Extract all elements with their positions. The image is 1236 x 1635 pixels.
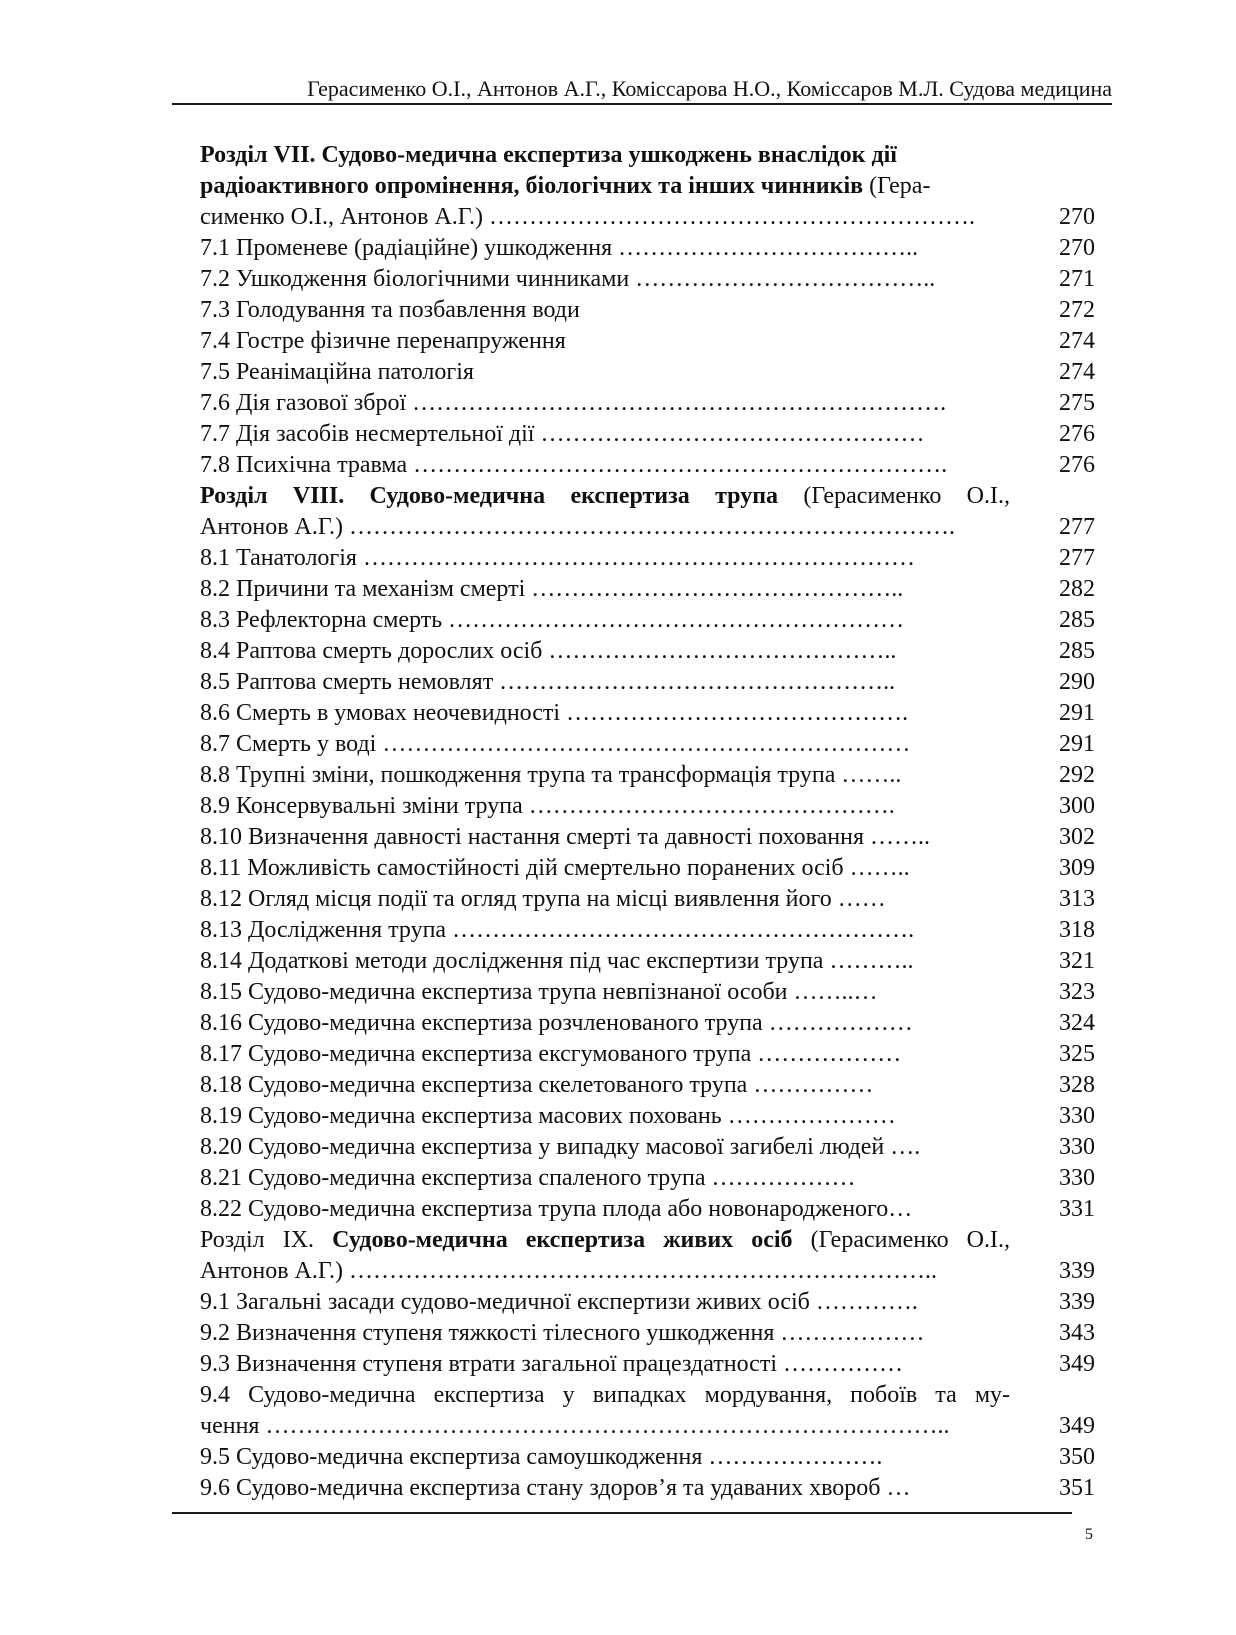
toc-entry-page: 351 [1059,1475,1095,1501]
toc-entry-page: 330 [1059,1103,1095,1129]
toc-entry [200,791,1095,822]
toc-entry-page: 330 [1059,1134,1095,1160]
toc-entry-page: 309 [1059,855,1095,881]
toc-entry-text: 8.21 Судово-медична експертиза спаленого трупа ……………… [200,1165,856,1191]
toc-entry-title [200,636,1010,667]
toc-entry-title [200,202,1010,233]
toc-entry [200,202,1095,233]
toc-entry-text: 9.3 Визначення ступеня втрати загальної працездатності …………… [200,1351,903,1377]
toc-entry-title [200,481,1010,512]
table-of-contents [200,140,1095,1504]
toc-entry-title [200,729,1010,760]
toc-entry-text: 7.7 Дія засобів несмертельної дії ………………………………………… [200,421,925,447]
toc-entry-text: 8.2 Причини та механізм смерті ……………………………………….. [200,576,904,602]
toc-entry [200,605,1095,636]
toc-entry-text: 8.15 Судово-медична експертиза трупа невпізнаної особи ……..… [200,979,878,1005]
toc-entry [200,1318,1095,1349]
toc-entry-text: 8.8 Трупні зміни, пошкодження трупа та трансформація трупа …….. [200,762,902,788]
toc-entry-text: 7.1 Променеве (радіаційне) ушкодження ……………………………….. [200,235,919,261]
toc-entry [200,1163,1095,1194]
toc-entry-title [200,1442,1010,1473]
toc-entry-text: 8.17 Судово-медична експертиза ексгумованого трупа ……………… [200,1041,902,1067]
toc-entry-page: 285 [1059,607,1095,633]
toc-entry-text: (Герасименко О.І., [792,1227,1010,1253]
toc-entry [200,1256,1095,1287]
toc-entry-text: сименко О.І., Антонов А.Г.) ……………………………………………………. [200,204,975,230]
toc-entry-title [200,1039,1010,1070]
toc-entry-title [200,1194,1010,1225]
toc-entry-title [200,295,1010,326]
toc-entry [200,946,1095,977]
toc-entry-page: 285 [1059,638,1095,664]
toc-entry-text: 8.19 Судово-медична експертиза масових поховань ………………… [200,1103,896,1129]
toc-entry-page: 323 [1059,979,1095,1005]
toc-entry-text: 9.5 Судово-медична експертиза самоушкодження …………………. [200,1444,883,1470]
toc-entry-text: 7.3 Голодування та позбавлення води [200,297,580,323]
toc-entry-text: 7.5 Реанімаційна патологія [200,359,474,385]
toc-entry-text: 9.2 Визначення ступеня тяжкості тілесного ушкодження ……………… [200,1320,925,1346]
header-divider [172,103,1112,105]
page-number: 5 [1085,1526,1093,1543]
toc-entry [200,636,1095,667]
toc-entry-text: чення ………………………………………………………………………….. [200,1413,950,1439]
toc-entry [200,884,1095,915]
toc-entry-title [200,140,1010,171]
toc-entry-page: 330 [1059,1165,1095,1191]
toc-entry-page: 275 [1059,390,1095,416]
toc-entry-title [200,512,1010,543]
toc-entry-title [200,419,1010,450]
toc-entry-title [200,791,1010,822]
toc-entry-title [200,450,1010,481]
toc-entry [200,1008,1095,1039]
toc-entry-title [200,1225,1010,1256]
toc-entry-page: 302 [1059,824,1095,850]
toc-entry-page: 271 [1059,266,1095,292]
toc-entry-page: 276 [1059,421,1095,447]
toc-entry-title [200,264,1010,295]
toc-entry-page: 324 [1059,1010,1095,1036]
toc-entry-text: 8.13 Дослідження трупа …………………………………………………. [200,917,915,943]
toc-entry-text: 8.1 Танатологія …………………………………………………………… [200,545,915,571]
toc-entry-page: 331 [1059,1196,1095,1222]
toc-entry [200,512,1095,543]
toc-entry-text: 7.8 Психічна травма …………………………………………………………. [200,452,948,478]
toc-entry-text: 8.7 Смерть у воді ………………………………………………………… [200,731,911,757]
toc-entry-bold-text: радіоактивного опромінення, біологічних та інших чинників [200,173,864,199]
toc-entry-title [200,1070,1010,1101]
toc-entry [200,481,1095,512]
toc-entry-title [200,946,1010,977]
toc-entry [200,1473,1095,1504]
toc-entry [200,1070,1095,1101]
toc-entry-text: Антонов А.Г.) ……………………………………………………………….. [200,1258,938,1284]
toc-entry-text: 9.6 Судово-медична експертиза стану здоров’я та удаваних хвороб … [200,1475,911,1501]
toc-entry-text: 7.4 Гостре фізичне перенапруження [200,328,566,354]
toc-entry-title [200,605,1010,636]
toc-entry-title [200,326,1010,357]
footer-divider [172,1512,1072,1514]
toc-entry [200,1349,1095,1380]
toc-entry [200,295,1095,326]
toc-entry-title [200,543,1010,574]
toc-entry-text: 9.4 Судово-медична експертиза у випадках мордування, побоїв та му- [200,1382,1010,1408]
toc-entry-title [200,853,1010,884]
toc-entry-text: 7.6 Дія газової зброї …………………………………………………………. [200,390,947,416]
toc-entry-page: 276 [1059,452,1095,478]
toc-entry-title [200,667,1010,698]
toc-entry-text: 8.3 Рефлекторна смерть ………………………………………………… [200,607,905,633]
toc-entry-page: 270 [1059,204,1095,230]
toc-entry-text: 8.4 Раптова смерть дорослих осіб …………………………………….. [200,638,897,664]
toc-entry-page: 274 [1059,328,1095,354]
toc-entry-bold-text: Судово-медична експертиза живих осіб [332,1227,793,1253]
toc-entry-title [200,1132,1010,1163]
toc-entry-text: 8.6 Смерть в умовах неочевидності ……………………………………. [200,700,909,726]
toc-entry [200,667,1095,698]
toc-entry [200,140,1095,171]
toc-entry-page: 339 [1059,1289,1095,1315]
toc-entry-page: 282 [1059,576,1095,602]
toc-entry-text: Антонов А.Г.) …………………………………………………………………. [200,514,956,540]
toc-entry-title [200,822,1010,853]
toc-entry-title [200,1008,1010,1039]
toc-entry-text: 8.10 Визначення давності настання смерті та давності поховання …….. [200,824,931,850]
toc-entry [200,171,1095,202]
toc-entry-title [200,171,1010,202]
toc-entry [200,822,1095,853]
toc-entry [200,388,1095,419]
toc-entry-title [200,1318,1010,1349]
running-header: Герасименко О.І., Антонов А.Г., Коміссарова Н.О., Коміссаров М.Л. Судова медицина [307,76,1112,101]
toc-entry-text: (Гера- [863,173,931,199]
toc-entry-page: 313 [1059,886,1095,912]
toc-entry-page: 291 [1059,731,1095,757]
toc-entry-title [200,698,1010,729]
toc-entry [200,357,1095,388]
toc-entry [200,233,1095,264]
toc-entry-page: 291 [1059,700,1095,726]
toc-entry-page: 349 [1059,1351,1095,1377]
toc-entry [200,915,1095,946]
toc-entry [200,1225,1095,1256]
toc-entry-title [200,1163,1010,1194]
toc-entry [200,1194,1095,1225]
toc-entry [200,574,1095,605]
toc-entry-page: 277 [1059,514,1095,540]
toc-entry-text: 8.18 Судово-медична експертиза скелетованого трупа …………… [200,1072,874,1098]
toc-entry-text: 8.11 Можливість самостійності дій смертельно поранених осіб …….. [200,855,910,881]
toc-entry-text: 9.1 Загальні засади судово-медичної експертизи живих осіб …………. [200,1289,918,1315]
toc-entry-title [200,977,1010,1008]
toc-entry-page: 300 [1059,793,1095,819]
toc-entry-title [200,233,1010,264]
toc-entry [200,326,1095,357]
toc-entry [200,543,1095,574]
toc-entry-page: 339 [1059,1258,1095,1284]
toc-entry [200,1442,1095,1473]
toc-entry [200,450,1095,481]
toc-entry-page: 318 [1059,917,1095,943]
toc-entry-title [200,574,1010,605]
toc-entry-page: 272 [1059,297,1095,323]
toc-entry-page: 325 [1059,1041,1095,1067]
toc-entry-text: 8.9 Консервувальні зміни трупа ………………………………………. [200,793,895,819]
toc-entry-title [200,1473,1010,1504]
toc-entry-page: 270 [1059,235,1095,261]
toc-entry-title [200,1349,1010,1380]
toc-entry-title [200,1411,1010,1442]
toc-entry-page: 274 [1059,359,1095,385]
toc-entry [200,977,1095,1008]
toc-entry [200,264,1095,295]
toc-entry-title [200,884,1010,915]
toc-entry-text: (Герасименко О.І., [778,483,1010,509]
toc-entry-title [200,1256,1010,1287]
toc-entry-page: 350 [1059,1444,1095,1470]
toc-entry-title [200,1101,1010,1132]
toc-entry-text: 7.2 Ушкодження біологічними чинниками ……………………………….. [200,266,936,292]
toc-entry-page: 343 [1059,1320,1095,1346]
toc-entry-text: 8.22 Судово-медична експертиза трупа плода або новонародженого… [200,1196,913,1222]
toc-entry-page: 277 [1059,545,1095,571]
toc-entry-title [200,357,1010,388]
toc-entry-text: 8.16 Судово-медична експертиза розчленованого трупа ……………… [200,1010,913,1036]
toc-entry [200,1132,1095,1163]
toc-entry-text: 8.12 Огляд місця події та огляд трупа на місці виявлення його …… [200,886,886,912]
toc-entry-bold-text: Розділ VIII. Судово-медична експертиза трупа [200,483,779,509]
toc-entry-title [200,388,1010,419]
toc-entry-title [200,915,1010,946]
toc-entry-page: 321 [1059,948,1095,974]
toc-entry [200,1101,1095,1132]
toc-entry [200,1380,1095,1411]
toc-entry [200,419,1095,450]
toc-entry-bold-text: Розділ VII. Судово-медична експертиза ушкоджень внаслідок дії [200,142,897,168]
toc-entry [200,1411,1095,1442]
toc-entry [200,853,1095,884]
toc-entry [200,760,1095,791]
toc-entry [200,1287,1095,1318]
toc-entry-text: Розділ IX. [200,1227,333,1253]
toc-entry-page: 290 [1059,669,1095,695]
toc-entry [200,729,1095,760]
toc-entry [200,1039,1095,1070]
toc-entry-title [200,1287,1010,1318]
toc-entry [200,698,1095,729]
toc-entry-text: 8.14 Додаткові методи дослідження під час експертизи трупа ……….. [200,948,914,974]
toc-entry-title [200,760,1010,791]
toc-entry-title [200,1380,1010,1411]
toc-entry-page: 292 [1059,762,1095,788]
toc-entry-text: 8.5 Раптова смерть немовлят ………………………………………….. [200,669,896,695]
toc-entry-page: 349 [1059,1413,1095,1439]
toc-entry-page: 328 [1059,1072,1095,1098]
toc-entry-text: 8.20 Судово-медична експертиза у випадку масової загибелі людей …. [200,1134,921,1160]
